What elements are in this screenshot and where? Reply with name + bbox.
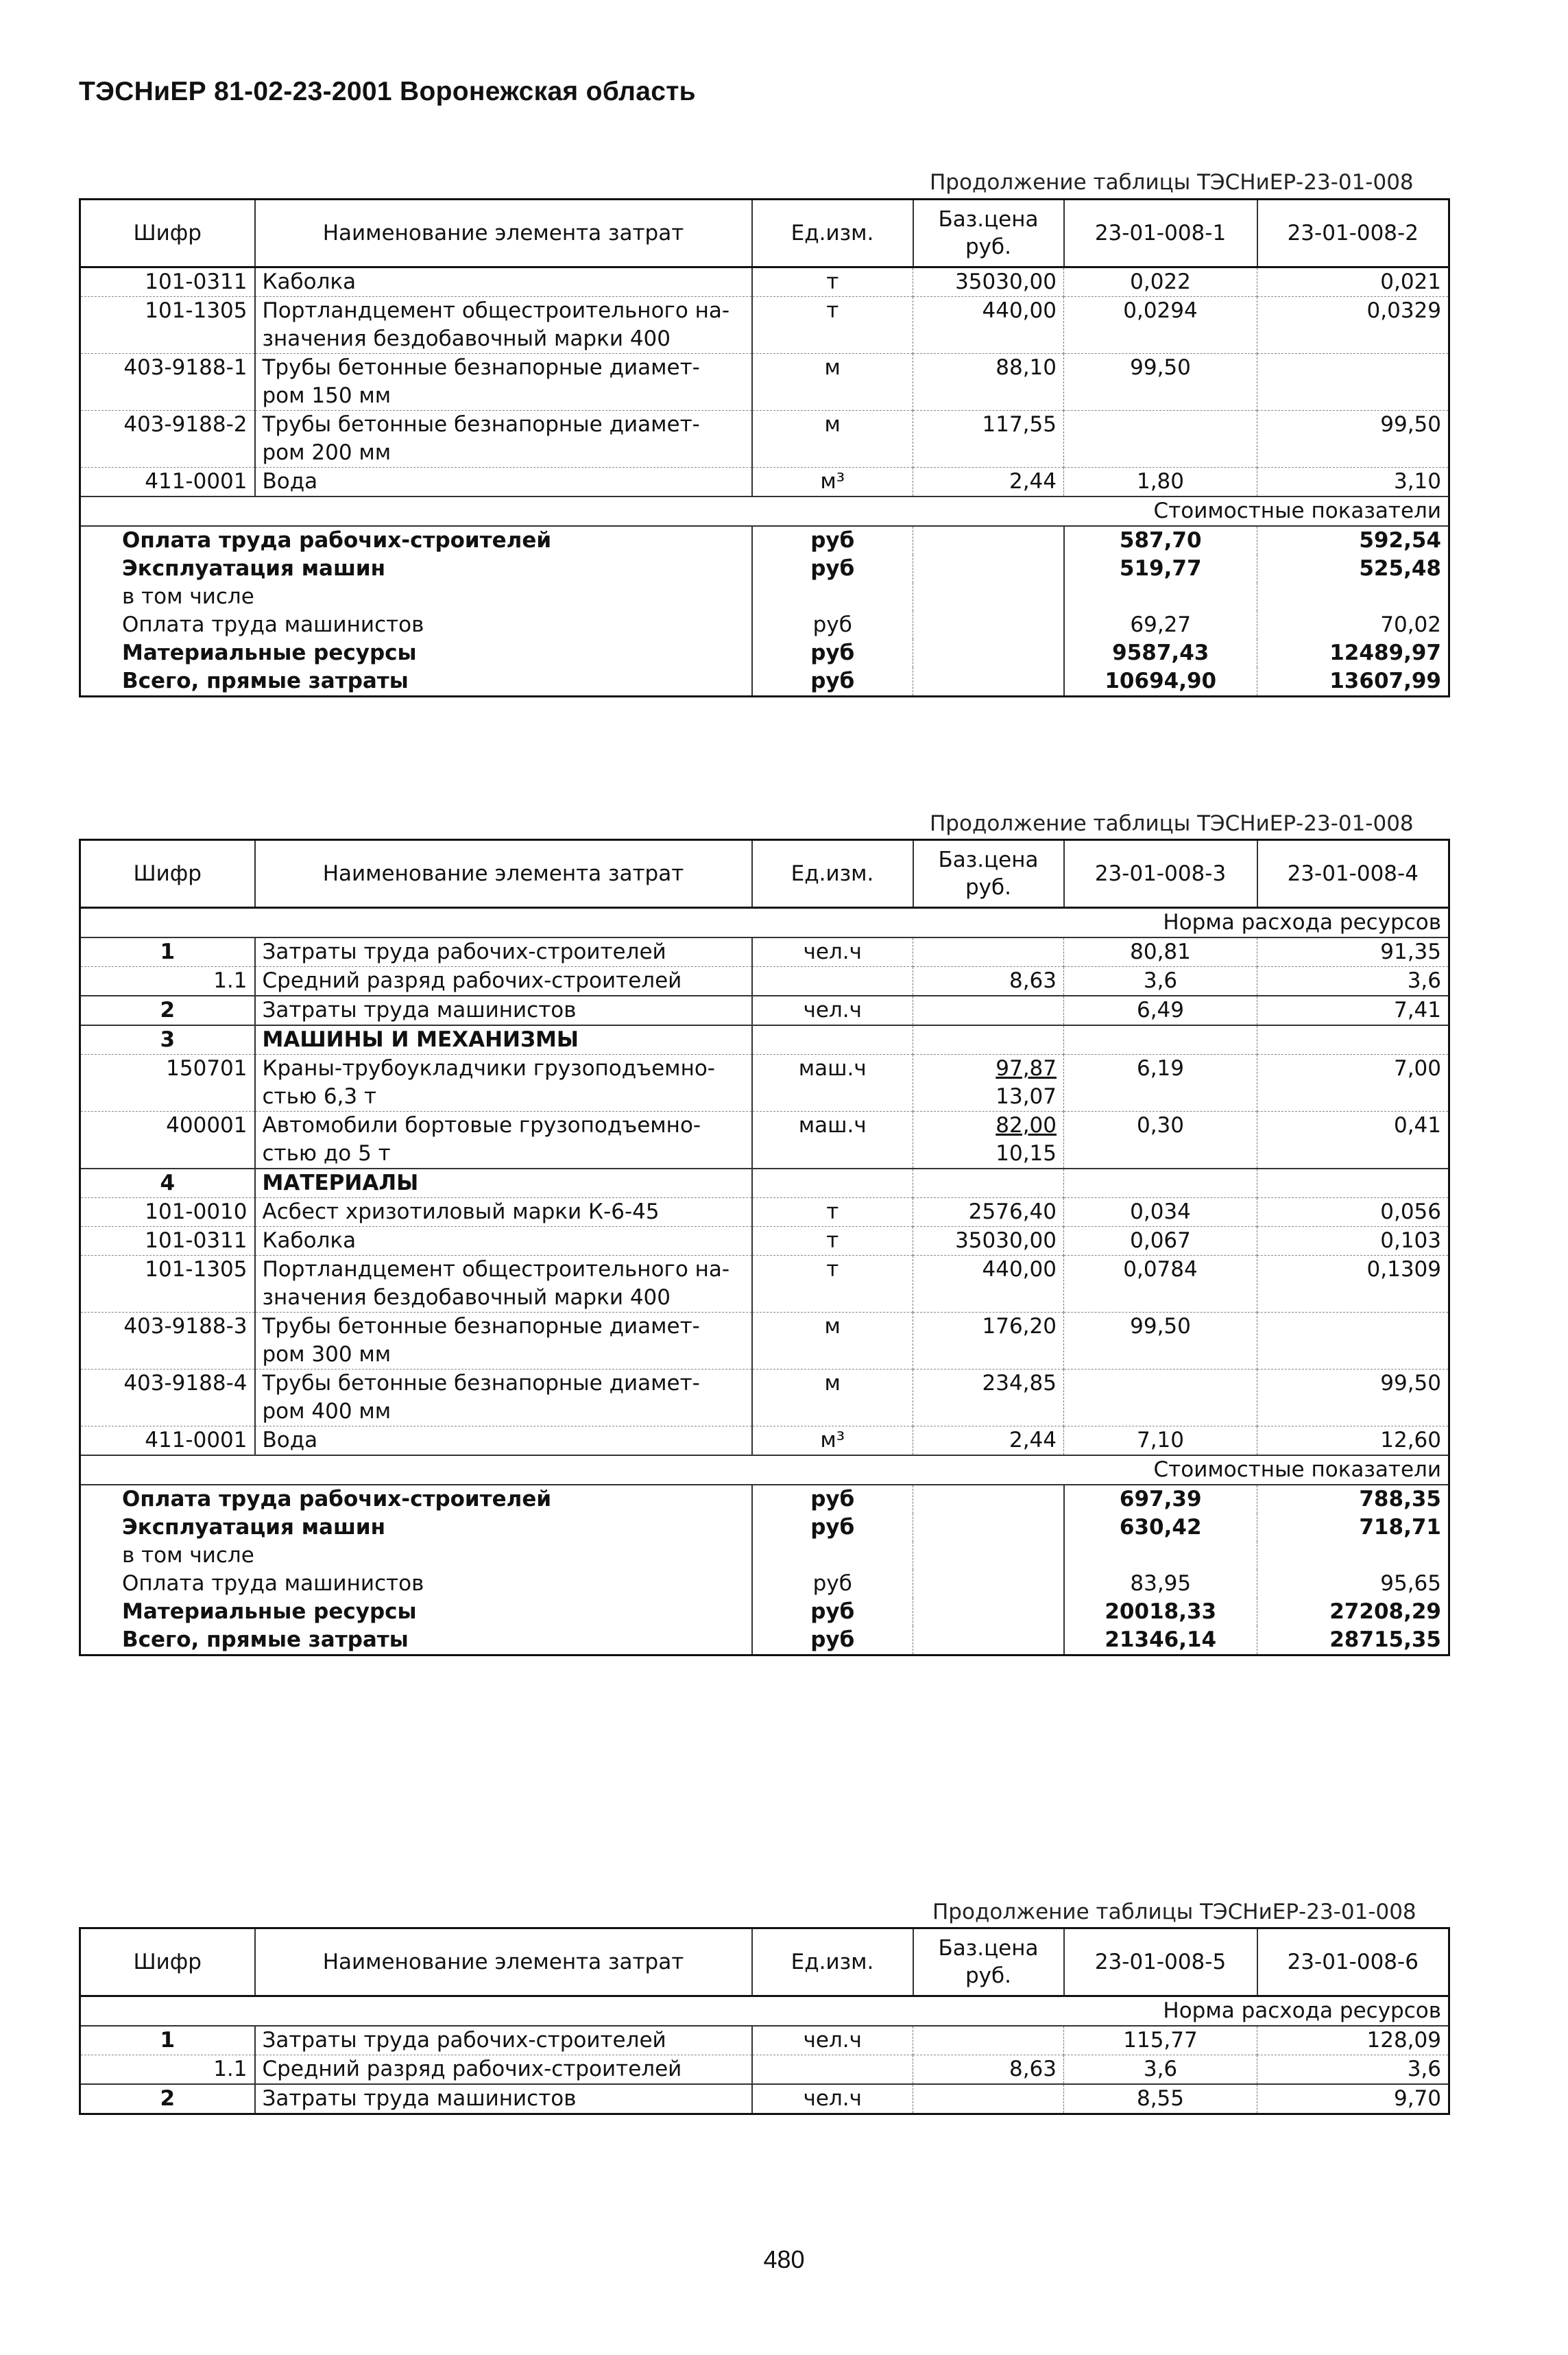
row-code: 411-0001 — [80, 468, 255, 497]
row-unit: м — [752, 1313, 913, 1370]
cost-value-a: 697,39 — [1064, 1485, 1257, 1514]
header-name: Наименование элемента затрат — [255, 200, 752, 267]
row-price: 88,10 — [913, 354, 1064, 411]
row-code: 2 — [80, 996, 255, 1025]
cost-unit: руб — [752, 1626, 913, 1655]
row-name: Вода — [255, 468, 752, 497]
cost-label: Всего, прямые затраты — [80, 667, 752, 697]
row-name: Трубы бетонные безнапорные диамет- ром 150 мм — [255, 354, 752, 411]
cost-label: Эксплуатация машин — [80, 1514, 752, 1542]
row-unit: чел.ч — [752, 937, 913, 967]
row-price — [913, 937, 1064, 967]
row-price: 2,44 — [913, 468, 1064, 497]
header-unit: Ед.изм. — [752, 840, 913, 908]
cost-value-a: 69,27 — [1064, 611, 1257, 639]
table-row — [80, 1370, 1449, 1426]
row-unit: чел.ч — [752, 2084, 913, 2114]
row-value-b: 0,021 — [1257, 267, 1449, 297]
row-value-a — [1064, 411, 1257, 468]
cost-value-a: 587,70 — [1064, 526, 1257, 555]
cost-empty — [913, 1570, 1064, 1598]
table-row — [80, 1313, 1449, 1370]
row-value-a: 99,50 — [1064, 1313, 1257, 1370]
row-value-a — [1064, 1169, 1257, 1198]
row-value-b: 0,0329 — [1257, 297, 1449, 354]
table-row — [80, 2055, 1449, 2085]
row-unit — [752, 1025, 913, 1055]
row-value-a: 0,0294 — [1064, 297, 1257, 354]
row-price: 2576,40 — [913, 1198, 1064, 1227]
row-code: 101-0311 — [80, 267, 255, 297]
header-code: Шифр — [80, 200, 255, 267]
table-row — [80, 1169, 1449, 1198]
cost-empty — [913, 611, 1064, 639]
cost-value-b: 95,65 — [1257, 1570, 1449, 1598]
cost-unit: руб — [752, 1598, 913, 1626]
row-name: Трубы бетонные безнапорные диамет- ром 400 мм — [255, 1370, 752, 1426]
row-price: 8,63 — [913, 2055, 1064, 2085]
row-value-a: 80,81 — [1064, 937, 1257, 967]
row-value-b: 128,09 — [1257, 2026, 1449, 2055]
row-value-b — [1257, 354, 1449, 411]
cost-row — [80, 1598, 1449, 1626]
cost-value-b — [1257, 1542, 1449, 1570]
cost-row — [80, 639, 1449, 667]
cost-row — [80, 667, 1449, 697]
cost-value-b: 27208,29 — [1257, 1598, 1449, 1626]
row-price: 8,63 — [913, 967, 1064, 996]
row-code: 1 — [80, 937, 255, 967]
row-value-b: 0,1309 — [1257, 1256, 1449, 1313]
row-code: 2 — [80, 2084, 255, 2114]
cost-empty — [913, 1542, 1064, 1570]
cost-section-header: Стоимостные показатели — [80, 1455, 1449, 1485]
header-col-b: 23-01-008-6 — [1257, 1928, 1449, 1996]
row-code: 4 — [80, 1169, 255, 1198]
cost-row — [80, 1514, 1449, 1542]
row-value-a: 99,50 — [1064, 354, 1257, 411]
header-col-a: 23-01-008-3 — [1064, 840, 1257, 908]
cost-label: Оплата труда рабочих-строителей — [80, 526, 752, 555]
row-value-a: 3,6 — [1064, 967, 1257, 996]
row-value-a: 0,022 — [1064, 267, 1257, 297]
row-code: 403-9188-3 — [80, 1313, 255, 1370]
row-code: 403-9188-2 — [80, 411, 255, 468]
cost-unit: руб — [752, 555, 913, 583]
row-value-a: 0,30 — [1064, 1112, 1257, 1169]
row-value-b: 12,60 — [1257, 1426, 1449, 1456]
row-price: 440,00 — [913, 297, 1064, 354]
cost-value-a: 630,42 — [1064, 1514, 1257, 1542]
table-row — [80, 1112, 1449, 1169]
cost-value-b: 718,71 — [1257, 1514, 1449, 1542]
row-code: 1.1 — [80, 967, 255, 996]
table-row — [80, 996, 1449, 1025]
row-unit: м³ — [752, 1426, 913, 1456]
cost-value-b: 592,54 — [1257, 526, 1449, 555]
table-1 — [79, 198, 1450, 697]
header-unit: Ед.изм. — [752, 200, 913, 267]
row-name: Краны-трубоукладчики грузоподъемно- стью 6,3 т — [255, 1055, 752, 1112]
row-price — [913, 2026, 1064, 2055]
page-number: 480 — [763, 2245, 805, 2273]
cost-value-b: 788,35 — [1257, 1485, 1449, 1514]
cost-value-a: 10694,90 — [1064, 667, 1257, 697]
row-value-b: 3,6 — [1257, 967, 1449, 996]
row-price — [913, 2084, 1064, 2114]
row-unit: м³ — [752, 468, 913, 497]
row-value-b: 0,103 — [1257, 1227, 1449, 1256]
header-col-b: 23-01-008-4 — [1257, 840, 1449, 908]
continuation-label-2: Продолжение таблицы ТЭСНиЕР-23-01-008 — [930, 811, 1414, 836]
cost-row — [80, 611, 1449, 639]
row-value-b: 91,35 — [1257, 937, 1449, 967]
cost-empty — [913, 667, 1064, 697]
table-row — [80, 468, 1449, 497]
row-code: 403-9188-1 — [80, 354, 255, 411]
norm-section-header: Норма расхода ресурсов — [80, 908, 1449, 938]
row-unit: м — [752, 354, 913, 411]
cost-row — [80, 1570, 1449, 1598]
row-code: 1 — [80, 2026, 255, 2055]
row-value-a — [1064, 1025, 1257, 1055]
row-value-a: 3,6 — [1064, 2055, 1257, 2085]
row-name: Затраты труда машинистов — [255, 996, 752, 1025]
cost-unit: руб — [752, 611, 913, 639]
row-price — [913, 1169, 1064, 1198]
cost-empty — [913, 583, 1064, 611]
row-code: 411-0001 — [80, 1426, 255, 1456]
cost-empty — [913, 526, 1064, 555]
row-code: 101-1305 — [80, 1256, 255, 1313]
row-name: Средний разряд рабочих-строителей — [255, 2055, 752, 2085]
row-value-a: 8,55 — [1064, 2084, 1257, 2114]
row-name: Портландцемент общестроительного на- значения бездобавочный марки 400 — [255, 297, 752, 354]
cost-empty — [913, 1598, 1064, 1626]
row-code: 400001 — [80, 1112, 255, 1169]
cost-value-b: 13607,99 — [1257, 667, 1449, 697]
row-name: Асбест хризотиловый марки К-6-45 — [255, 1198, 752, 1227]
row-value-a: 1,80 — [1064, 468, 1257, 497]
table-row — [80, 354, 1449, 411]
row-value-b: 99,50 — [1257, 411, 1449, 468]
row-price: 82,00 10,15 — [913, 1112, 1064, 1169]
cost-unit: руб — [752, 1570, 913, 1598]
table-row — [80, 1227, 1449, 1256]
row-name: Вода — [255, 1426, 752, 1456]
row-price: 35030,00 — [913, 267, 1064, 297]
row-price: 440,00 — [913, 1256, 1064, 1313]
cost-label: Оплата труда машинистов — [80, 611, 752, 639]
row-value-b: 0,056 — [1257, 1198, 1449, 1227]
row-unit: т — [752, 1227, 913, 1256]
row-value-b — [1257, 1313, 1449, 1370]
cost-row — [80, 1542, 1449, 1570]
cost-value-a: 21346,14 — [1064, 1626, 1257, 1655]
header-price: Баз.цена руб. — [913, 200, 1064, 267]
row-unit: маш.ч — [752, 1055, 913, 1112]
table-row — [80, 267, 1449, 297]
cost-row — [80, 526, 1449, 555]
table-row — [80, 1055, 1449, 1112]
row-value-b: 7,00 — [1257, 1055, 1449, 1112]
cost-label: Эксплуатация машин — [80, 555, 752, 583]
cost-row — [80, 555, 1449, 583]
header-code: Шифр — [80, 840, 255, 908]
header-name: Наименование элемента затрат — [255, 840, 752, 908]
row-unit — [752, 1169, 913, 1198]
row-unit: чел.ч — [752, 2026, 913, 2055]
cost-unit: руб — [752, 1514, 913, 1542]
cost-label: Материальные ресурсы — [80, 639, 752, 667]
table-row — [80, 2026, 1449, 2055]
cost-label: в том числе — [80, 1542, 752, 1570]
cost-unit: руб — [752, 639, 913, 667]
row-value-b: 3,6 — [1257, 2055, 1449, 2085]
document-title: ТЭСНиЕР 81-02-23-2001 Воронежская область — [79, 77, 696, 106]
row-unit: м — [752, 411, 913, 468]
cost-unit — [752, 1542, 913, 1570]
cost-value-a: 83,95 — [1064, 1570, 1257, 1598]
row-unit: т — [752, 1198, 913, 1227]
table-row — [80, 411, 1449, 468]
row-code: 403-9188-4 — [80, 1370, 255, 1426]
row-name: Каболка — [255, 1227, 752, 1256]
cost-value-a: 9587,43 — [1064, 639, 1257, 667]
cost-empty — [913, 1514, 1064, 1542]
header-price: Баз.цена руб. — [913, 1928, 1064, 1996]
row-unit — [752, 2055, 913, 2085]
table-row — [80, 1198, 1449, 1227]
row-value-a: 0,067 — [1064, 1227, 1257, 1256]
row-code: 101-0010 — [80, 1198, 255, 1227]
norm-section-header: Норма расхода ресурсов — [80, 1996, 1449, 2027]
cost-value-a — [1064, 583, 1257, 611]
table-header — [80, 200, 1449, 267]
table-row — [80, 1256, 1449, 1313]
row-unit: маш.ч — [752, 1112, 913, 1169]
row-name: МАШИНЫ И МЕХАНИЗМЫ — [255, 1025, 752, 1055]
continuation-label-1: Продолжение таблицы ТЭСНиЕР-23-01-008 — [930, 170, 1414, 195]
row-value-a — [1064, 1370, 1257, 1426]
row-name: Затраты труда рабочих-строителей — [255, 937, 752, 967]
row-name: Портландцемент общестроительного на- значения бездобавочный марки 400 — [255, 1256, 752, 1313]
cost-value-b — [1257, 583, 1449, 611]
cost-row — [80, 1626, 1449, 1655]
row-code: 1.1 — [80, 2055, 255, 2085]
cost-unit: руб — [752, 526, 913, 555]
row-value-b: 3,10 — [1257, 468, 1449, 497]
table-header — [80, 840, 1449, 908]
cost-value-a: 519,77 — [1064, 555, 1257, 583]
cost-unit: руб — [752, 667, 913, 697]
row-price: 35030,00 — [913, 1227, 1064, 1256]
table-row — [80, 297, 1449, 354]
row-price: 176,20 — [913, 1313, 1064, 1370]
row-unit: т — [752, 1256, 913, 1313]
cost-unit — [752, 583, 913, 611]
cost-unit: руб — [752, 1485, 913, 1514]
row-code: 3 — [80, 1025, 255, 1055]
table-row — [80, 937, 1449, 967]
header-price: Баз.цена руб. — [913, 840, 1064, 908]
table-row — [80, 1426, 1449, 1456]
cost-value-b: 525,48 — [1257, 555, 1449, 583]
cost-value-b: 28715,35 — [1257, 1626, 1449, 1655]
table-header — [80, 1928, 1449, 1996]
cost-value-a — [1064, 1542, 1257, 1570]
row-name: Затраты труда рабочих-строителей — [255, 2026, 752, 2055]
row-price: 234,85 — [913, 1370, 1064, 1426]
header-name: Наименование элемента затрат — [255, 1928, 752, 1996]
row-code: 150701 — [80, 1055, 255, 1112]
row-value-b — [1257, 1169, 1449, 1198]
row-code: 101-0311 — [80, 1227, 255, 1256]
table-row — [80, 967, 1449, 996]
row-code: 101-1305 — [80, 297, 255, 354]
cost-empty — [913, 555, 1064, 583]
row-unit: м — [752, 1370, 913, 1426]
row-value-b: 0,41 — [1257, 1112, 1449, 1169]
row-unit: т — [752, 297, 913, 354]
cost-label: Всего, прямые затраты — [80, 1626, 752, 1655]
row-price — [913, 996, 1064, 1025]
row-value-a: 0,0784 — [1064, 1256, 1257, 1313]
header-col-a: 23-01-008-1 — [1064, 200, 1257, 267]
table-row — [80, 1025, 1449, 1055]
row-value-a: 7,10 — [1064, 1426, 1257, 1456]
cost-label: Материальные ресурсы — [80, 1598, 752, 1626]
cost-empty — [913, 1485, 1064, 1514]
row-value-b: 9,70 — [1257, 2084, 1449, 2114]
row-unit: чел.ч — [752, 996, 913, 1025]
row-name: Трубы бетонные безнапорные диамет- ром 300 мм — [255, 1313, 752, 1370]
cost-value-b: 70,02 — [1257, 611, 1449, 639]
row-value-b: 7,41 — [1257, 996, 1449, 1025]
row-price: 97,87 13,07 — [913, 1055, 1064, 1112]
row-price: 2,44 — [913, 1426, 1064, 1456]
header-col-a: 23-01-008-5 — [1064, 1928, 1257, 1996]
row-unit: т — [752, 267, 913, 297]
table-2 — [79, 839, 1450, 1656]
row-name: Затраты труда машинистов — [255, 2084, 752, 2114]
cost-label: Оплата труда машинистов — [80, 1570, 752, 1598]
row-value-a: 115,77 — [1064, 2026, 1257, 2055]
row-value-a: 6,19 — [1064, 1055, 1257, 1112]
header-code: Шифр — [80, 1928, 255, 1996]
cost-value-b: 12489,97 — [1257, 639, 1449, 667]
header-col-b: 23-01-008-2 — [1257, 200, 1449, 267]
table-3 — [79, 1927, 1450, 2115]
row-value-b — [1257, 1025, 1449, 1055]
row-name: Средний разряд рабочих-строителей — [255, 967, 752, 996]
cost-section-header: Стоимостные показатели — [80, 497, 1449, 526]
cost-row — [80, 1485, 1449, 1514]
cost-empty — [913, 1626, 1064, 1655]
cost-value-a: 20018,33 — [1064, 1598, 1257, 1626]
row-name: Каболка — [255, 267, 752, 297]
row-value-a: 0,034 — [1064, 1198, 1257, 1227]
row-price: 117,55 — [913, 411, 1064, 468]
row-name: МАТЕРИАЛЫ — [255, 1169, 752, 1198]
cost-empty — [913, 639, 1064, 667]
continuation-label-3: Продолжение таблицы ТЭСНиЕР-23-01-008 — [932, 1900, 1416, 1924]
row-value-a: 6,49 — [1064, 996, 1257, 1025]
row-name: Автомобили бортовые грузоподъемно- стью до 5 т — [255, 1112, 752, 1169]
row-unit — [752, 967, 913, 996]
row-price — [913, 1025, 1064, 1055]
cost-label: Оплата труда рабочих-строителей — [80, 1485, 752, 1514]
cost-label: в том числе — [80, 583, 752, 611]
row-name: Трубы бетонные безнапорные диамет- ром 200 мм — [255, 411, 752, 468]
header-unit: Ед.изм. — [752, 1928, 913, 1996]
cost-row — [80, 583, 1449, 611]
table-row — [80, 2084, 1449, 2114]
row-value-b: 99,50 — [1257, 1370, 1449, 1426]
